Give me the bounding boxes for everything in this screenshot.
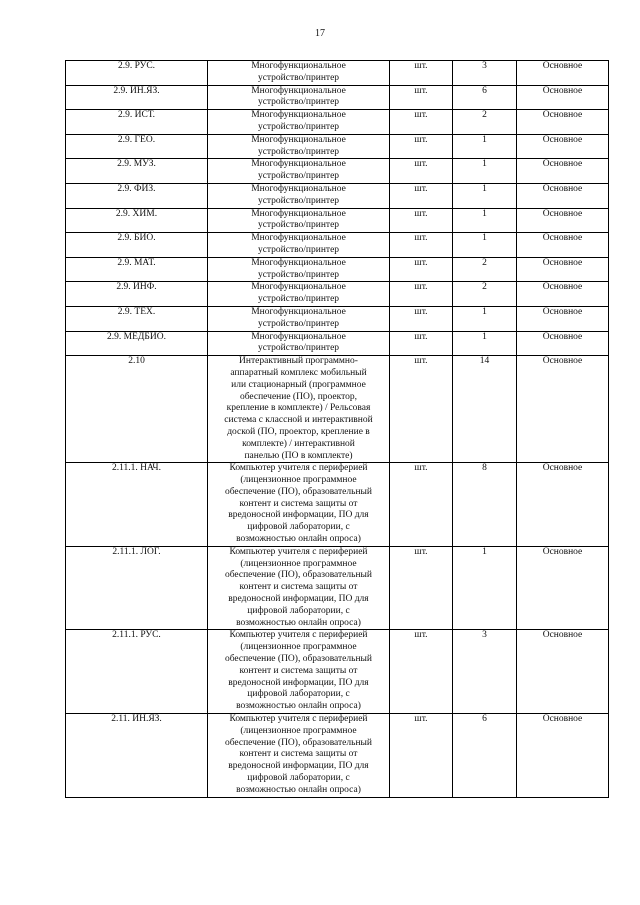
quantity-cell: 1 <box>453 546 517 630</box>
unit-cell: шт. <box>390 85 453 110</box>
item-name-cell: Многофункциональное устройство/принтер <box>208 134 390 159</box>
item-name-cell: Компьютер учителя с периферией (лицензионное программное обеспечение (ПО), образовательный контент и система защиты от вредоносной информации, ПО для цифровой лаборатории, с возможностью онлайн опроса) <box>208 463 390 547</box>
quantity-cell: 1 <box>453 233 517 258</box>
item-code-cell: 2.9. МУЗ. <box>66 159 208 184</box>
unit-cell: шт. <box>390 208 453 233</box>
equipment-table <box>65 60 609 798</box>
quantity-cell: 1 <box>453 306 517 331</box>
quantity-cell: 3 <box>453 61 517 86</box>
quantity-cell: 1 <box>453 134 517 159</box>
quantity-cell: 6 <box>453 714 517 798</box>
item-name-cell: Многофункциональное устройство/принтер <box>208 183 390 208</box>
equipment-type-cell: Основное <box>517 257 609 282</box>
item-name-cell: Многофункциональное устройство/принтер <box>208 306 390 331</box>
equipment-type-cell: Основное <box>517 356 609 463</box>
item-name-cell: Многофункциональное устройство/принтер <box>208 85 390 110</box>
table-row <box>66 61 609 86</box>
equipment-type-cell: Основное <box>517 546 609 630</box>
equipment-type-cell: Основное <box>517 714 609 798</box>
page-number: 17 <box>315 28 325 39</box>
quantity-cell: 3 <box>453 630 517 714</box>
item-name-cell: Многофункциональное устройство/принтер <box>208 159 390 184</box>
unit-cell: шт. <box>390 714 453 798</box>
item-code-cell: 2.9. ФИЗ. <box>66 183 208 208</box>
item-code-cell: 2.11.1. РУС. <box>66 630 208 714</box>
unit-cell: шт. <box>390 331 453 356</box>
equipment-type-cell: Основное <box>517 208 609 233</box>
table-row <box>66 134 609 159</box>
unit-cell: шт. <box>390 463 453 547</box>
table-row <box>66 85 609 110</box>
unit-cell: шт. <box>390 110 453 135</box>
item-name-cell: Компьютер учителя с периферией (лицензионное программное обеспечение (ПО), образовательный контент и система защиты от вредоносной информации, ПО для цифровой лаборатории, с возможностью онлайн опроса) <box>208 714 390 798</box>
item-name-cell: Компьютер учителя с периферией (лицензионное программное обеспечение (ПО), образовательный контент и система защиты от вредоносной информации, ПО для цифровой лаборатории, с возможностью онлайн опроса) <box>208 630 390 714</box>
quantity-cell: 1 <box>453 159 517 184</box>
item-code-cell: 2.9. ТЕХ. <box>66 306 208 331</box>
quantity-cell: 1 <box>453 183 517 208</box>
table-row <box>66 714 609 798</box>
item-name-cell: Многофункциональное устройство/принтер <box>208 257 390 282</box>
item-name-cell: Многофункциональное устройство/принтер <box>208 110 390 135</box>
quantity-cell: 14 <box>453 356 517 463</box>
table-row <box>66 110 609 135</box>
item-code-cell: 2.9. МЕДБИО. <box>66 331 208 356</box>
item-name-cell: Многофункциональное устройство/принтер <box>208 282 390 307</box>
equipment-type-cell: Основное <box>517 233 609 258</box>
item-code-cell: 2.9. ХИМ. <box>66 208 208 233</box>
item-name-cell: Многофункциональное устройство/принтер <box>208 331 390 356</box>
item-code-cell: 2.11. ИН.ЯЗ. <box>66 714 208 798</box>
equipment-table-body <box>66 61 609 798</box>
quantity-cell: 2 <box>453 257 517 282</box>
item-name-cell: Многофункциональное устройство/принтер <box>208 61 390 86</box>
table-row <box>66 208 609 233</box>
equipment-type-cell: Основное <box>517 630 609 714</box>
equipment-type-cell: Основное <box>517 463 609 547</box>
unit-cell: шт. <box>390 306 453 331</box>
item-code-cell: 2.10 <box>66 356 208 463</box>
item-code-cell: 2.9. МАТ. <box>66 257 208 282</box>
unit-cell: шт. <box>390 233 453 258</box>
equipment-type-cell: Основное <box>517 85 609 110</box>
unit-cell: шт. <box>390 356 453 463</box>
item-code-cell: 2.9. ИНФ. <box>66 282 208 307</box>
item-code-cell: 2.11.1. ЛОГ. <box>66 546 208 630</box>
item-code-cell: 2.9. РУС. <box>66 61 208 86</box>
quantity-cell: 2 <box>453 110 517 135</box>
item-name-cell: Многофункциональное устройство/принтер <box>208 233 390 258</box>
equipment-type-cell: Основное <box>517 183 609 208</box>
equipment-type-cell: Основное <box>517 306 609 331</box>
item-code-cell: 2.11.1. НАЧ. <box>66 463 208 547</box>
quantity-cell: 1 <box>453 331 517 356</box>
table-row <box>66 233 609 258</box>
table-row <box>66 257 609 282</box>
item-name-cell: Многофункциональное устройство/принтер <box>208 208 390 233</box>
table-row <box>66 546 609 630</box>
table-row <box>66 306 609 331</box>
item-name-cell: Компьютер учителя с периферией (лицензионное программное обеспечение (ПО), образовательный контент и система защиты от вредоносной информации, ПО для цифровой лаборатории, с возможностью онлайн опроса) <box>208 546 390 630</box>
item-code-cell: 2.9. ИСТ. <box>66 110 208 135</box>
equipment-type-cell: Основное <box>517 61 609 86</box>
unit-cell: шт. <box>390 134 453 159</box>
table-row <box>66 159 609 184</box>
unit-cell: шт. <box>390 282 453 307</box>
unit-cell: шт. <box>390 61 453 86</box>
item-name-cell: Интерактивный программно- аппаратный комплекс мобильный или стационарный (программное обеспечение (ПО), проектор, крепление в комплекте) / Рельсовая система с классной и интерактивной доской (ПО, проектор, крепление в комплекте) / интерактивной панелью (ПО в комплекте) <box>208 356 390 463</box>
equipment-type-cell: Основное <box>517 134 609 159</box>
unit-cell: шт. <box>390 183 453 208</box>
table-row <box>66 183 609 208</box>
table-row <box>66 331 609 356</box>
equipment-type-cell: Основное <box>517 159 609 184</box>
table-row <box>66 463 609 547</box>
table-row <box>66 630 609 714</box>
unit-cell: шт. <box>390 546 453 630</box>
quantity-cell: 6 <box>453 85 517 110</box>
quantity-cell: 8 <box>453 463 517 547</box>
item-code-cell: 2.9. ИН.ЯЗ. <box>66 85 208 110</box>
item-code-cell: 2.9. ГЕО. <box>66 134 208 159</box>
unit-cell: шт. <box>390 630 453 714</box>
quantity-cell: 2 <box>453 282 517 307</box>
table-row <box>66 282 609 307</box>
quantity-cell: 1 <box>453 208 517 233</box>
table-row <box>66 356 609 463</box>
unit-cell: шт. <box>390 159 453 184</box>
equipment-type-cell: Основное <box>517 110 609 135</box>
unit-cell: шт. <box>390 257 453 282</box>
equipment-type-cell: Основное <box>517 331 609 356</box>
equipment-type-cell: Основное <box>517 282 609 307</box>
item-code-cell: 2.9. БИО. <box>66 233 208 258</box>
